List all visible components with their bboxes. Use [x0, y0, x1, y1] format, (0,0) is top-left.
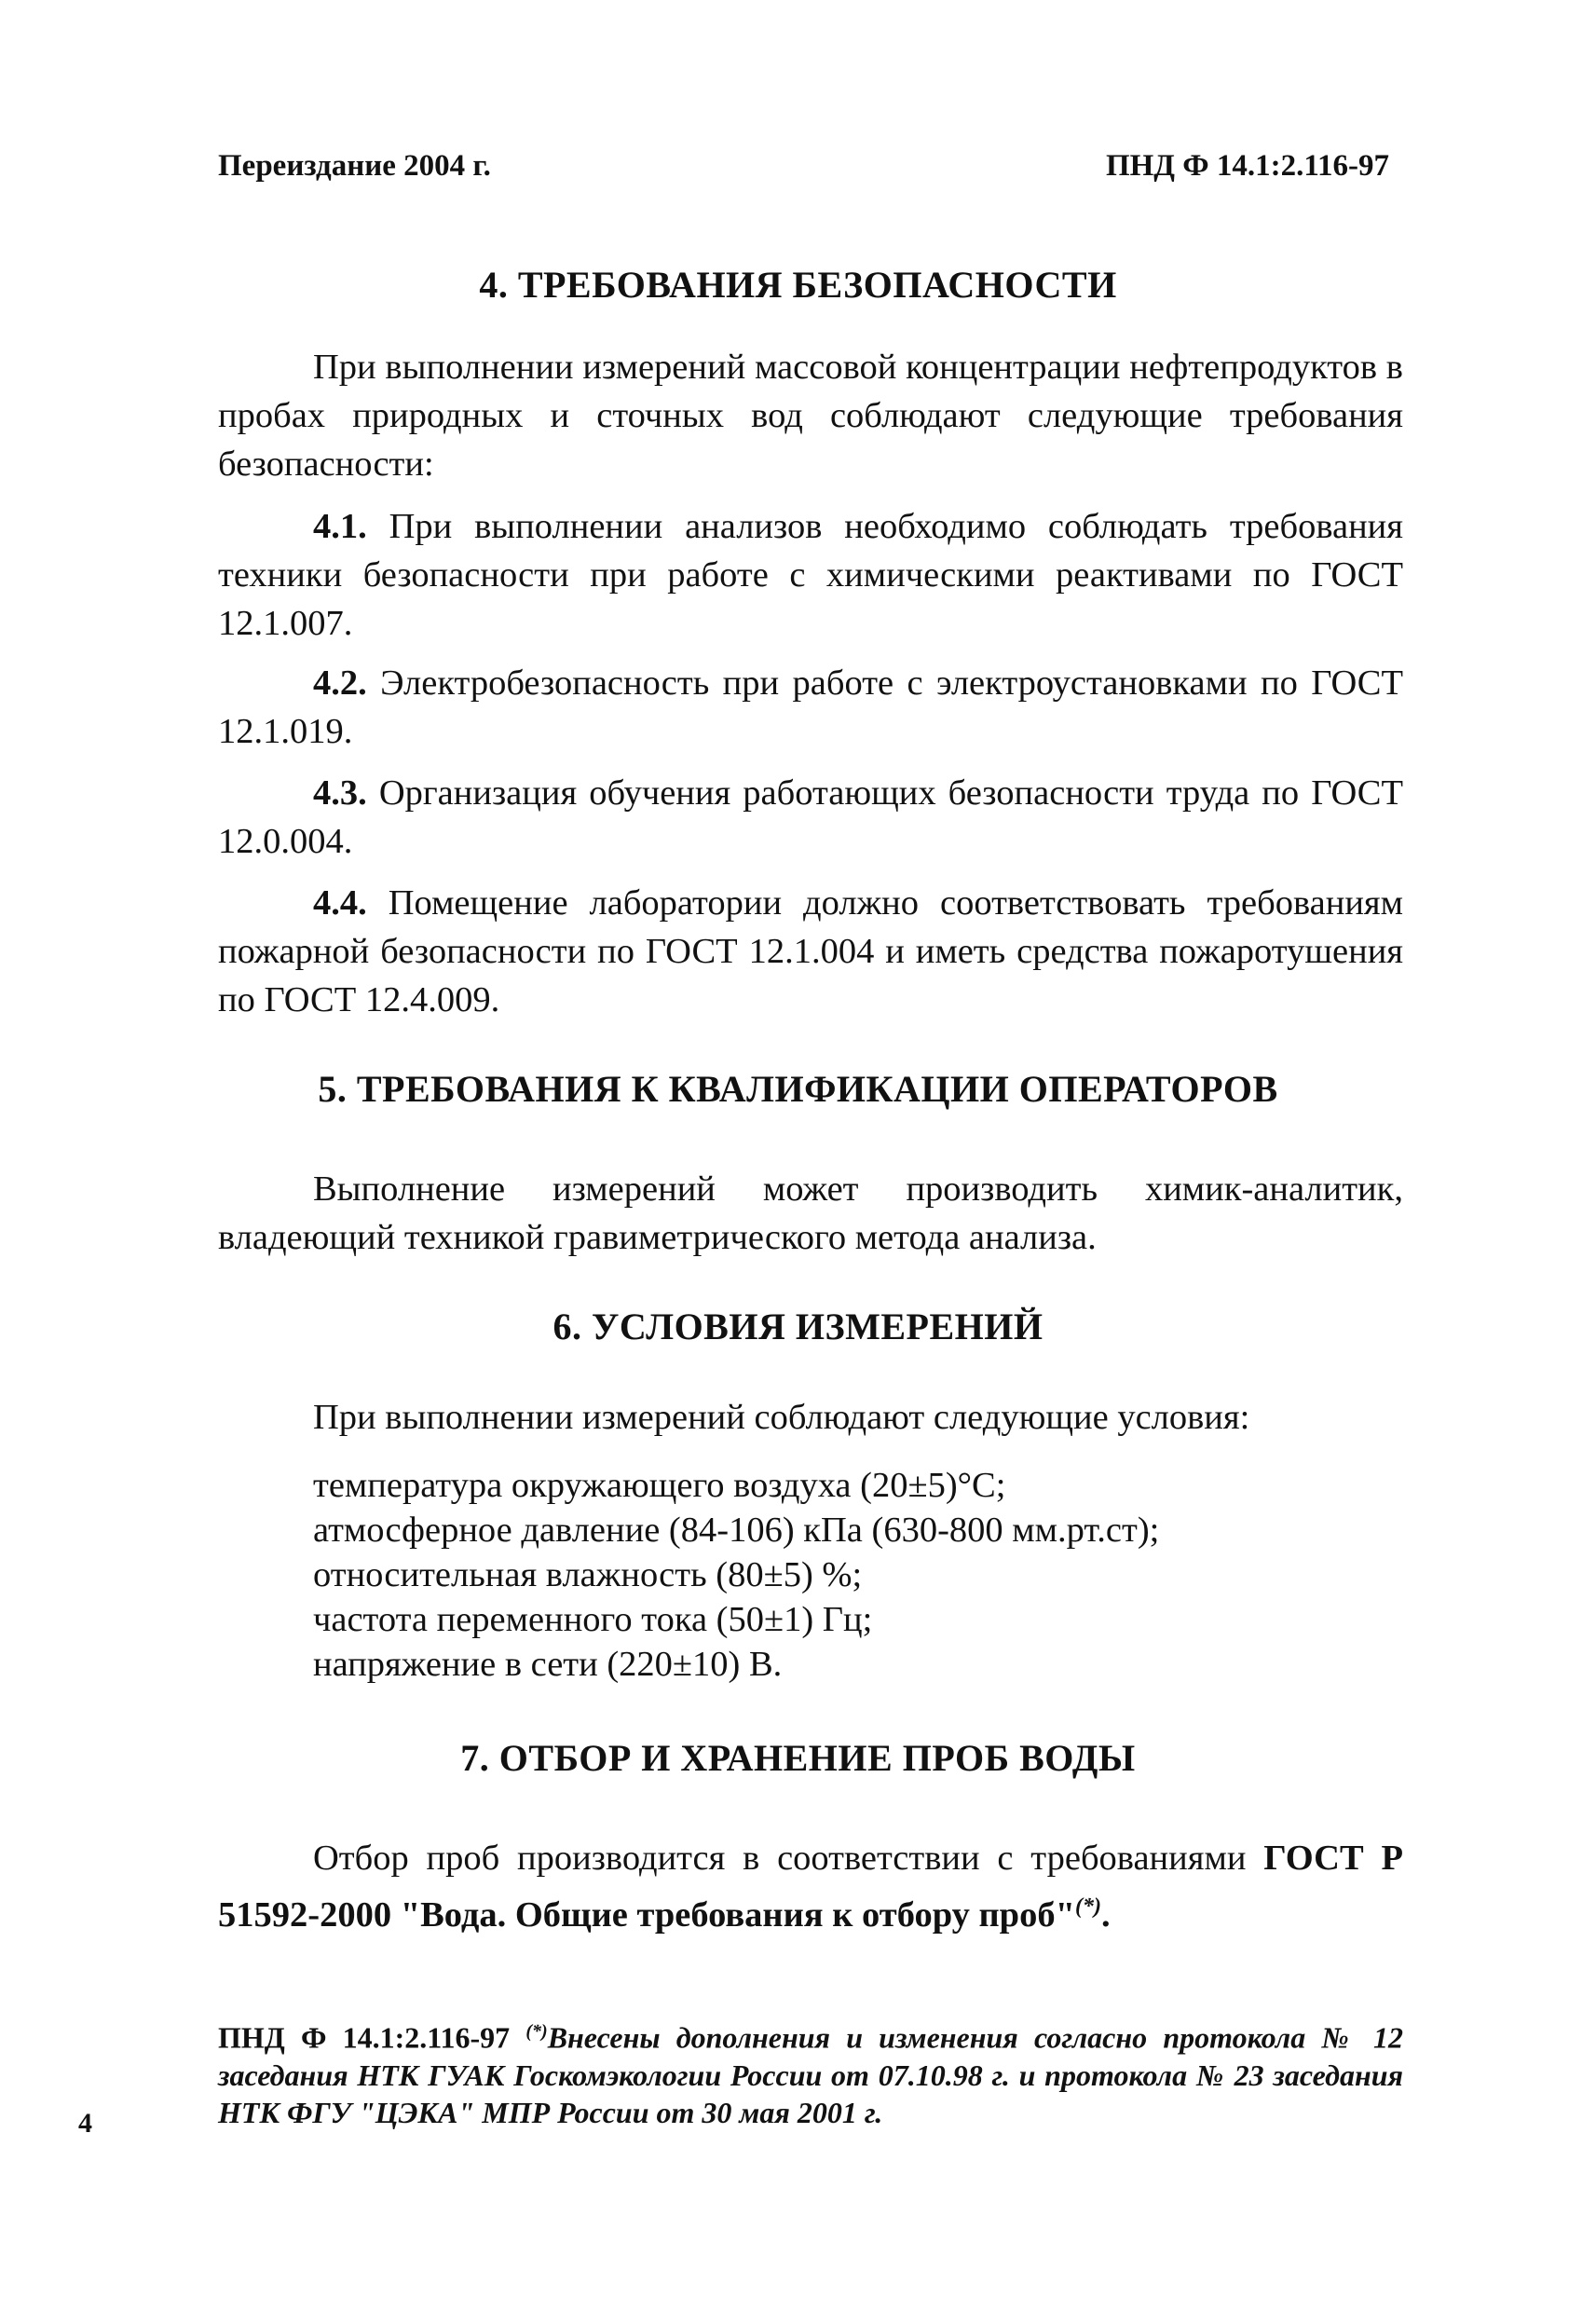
footnote-marker: (*) — [1074, 1894, 1101, 1919]
section-4-item-2 — [218, 659, 1403, 756]
section-7-text-end: . — [1100, 1894, 1111, 1935]
condition-frequency: частота переменного тока (50±1) Гц; — [313, 1600, 873, 1639]
section-6-intro: При выполнении измерений соблюдают следующие условия: — [313, 1398, 1250, 1437]
conditions-list — [313, 1463, 1403, 1687]
section-4-item-4 — [218, 879, 1403, 1024]
section-4-title: 4. ТРЕБОВАНИЯ БЕЗОПАСНОСТИ — [479, 264, 1117, 306]
section-7-title: 7. ОТБОР И ХРАНЕНИЕ ПРОБ ВОДЫ — [460, 1737, 1136, 1779]
condition-voltage: напряжение в сети (220±10) В. — [313, 1645, 783, 1684]
footnote-text: Внесены дополнения и изменения согласно протокола № 12 заседания НТК ГУАК Госкомэкологии России от 07.10.98 г. и протокола № 23 заседания НТК ФГУ "ЦЭКА" МПР России от 30 мая 2001 г. — [218, 2020, 1404, 2129]
section-6-title: 6. УСЛОВИЯ ИЗМЕРЕНИЙ — [552, 1306, 1044, 1347]
item-text: При выполнении анализов необходимо соблюдать требования техники безопасности при работе с химическими реактивами по ГОСТ 12.1.007. — [218, 507, 1403, 643]
condition-temperature: температура окружающего воздуха (20±5)°С; — [313, 1466, 1006, 1505]
section-7-text-start: Отбор проб производится в соответствии с требованиями — [313, 1839, 1264, 1878]
page-number: 4 — [78, 2108, 92, 2139]
header-document-code: ПНД Ф 14.1:2.116-97 — [1105, 149, 1389, 183]
gost-reference: ГОСТ Р 51592-2000 "Вода. Общие требования к отбору проб" — [218, 1839, 1403, 1935]
header-reissue-year: Переиздание 2004 г. — [218, 149, 491, 183]
footnote-document-code: ПНД Ф 14.1:2.116-97 — [218, 2020, 526, 2055]
section-5-title: 5. ТРЕБОВАНИЯ К КВАЛИФИКАЦИИ ОПЕРАТОРОВ — [318, 1068, 1278, 1110]
item-number: 4.4. — [313, 883, 367, 923]
section-4-item-3 — [218, 769, 1403, 866]
section-4-item-1 — [218, 502, 1403, 648]
item-number: 4.2. — [313, 663, 367, 703]
section-5-text: Выполнение измерений может производить химик-аналитик, владеющий техникой гравиметрического метода анализа. — [218, 1169, 1403, 1257]
section-7-text — [218, 1834, 1403, 1939]
item-text: Электробезопасность при работе с электроустановками по ГОСТ 12.1.019. — [218, 663, 1403, 751]
amendment-footnote — [218, 2013, 1403, 2131]
section-4-intro: При выполнении измерений массовой концентрации нефтепродуктов в пробах природных и сточных вод соблюдают следующие требования безопасности: — [218, 348, 1403, 484]
footnote-marker: (*) — [525, 2021, 548, 2042]
condition-humidity: относительная влажность (80±5) %; — [313, 1555, 863, 1594]
item-text: Помещение лаборатории должно соответствовать требованиям пожарной безопасности по ГОСТ 12.1.004 и иметь средства пожаротушения по ГОСТ 12.4.009. — [218, 883, 1403, 1019]
item-text: Организация обучения работающих безопасности труда по ГОСТ 12.0.004. — [218, 773, 1403, 861]
condition-pressure: атмосферное давление (84-106) кПа (630-800 мм.рт.ст); — [313, 1511, 1160, 1550]
item-number: 4.3. — [313, 773, 367, 813]
item-number: 4.1. — [313, 507, 367, 546]
